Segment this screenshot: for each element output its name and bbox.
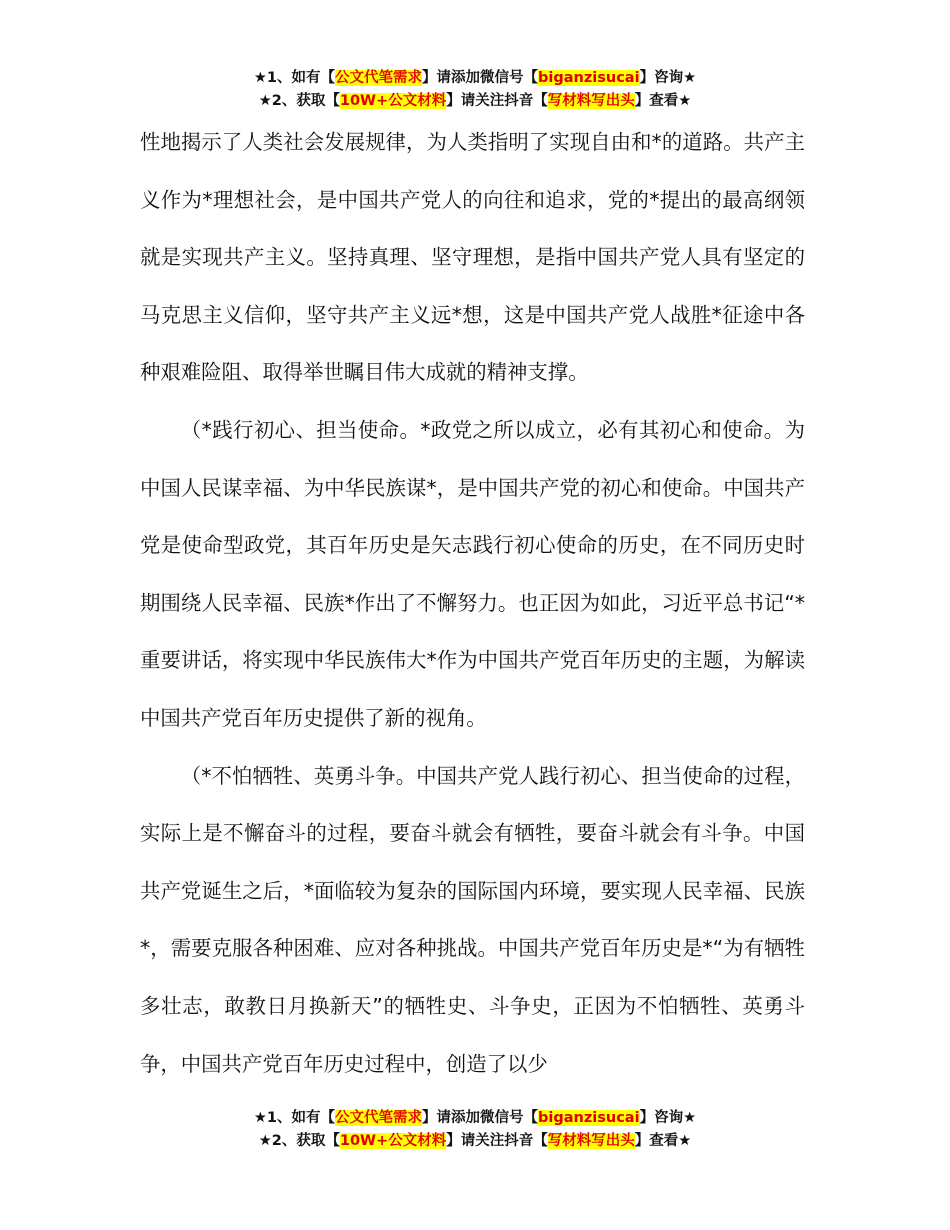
highlight-douyin-account: 写材料写出头 xyxy=(547,1133,635,1149)
banner-text: ★2、获取【 xyxy=(258,93,340,109)
banner-text: ★2、获取【 xyxy=(258,1133,340,1149)
banner-text: ★1、如有【 xyxy=(253,1110,336,1126)
footer-banner xyxy=(0,1107,950,1153)
banner-text: 微信号【 xyxy=(480,70,539,86)
banner-emphasis: 添加 xyxy=(451,70,481,86)
banner-text: 抖音【 xyxy=(504,1133,548,1149)
body-paragraph-1: 性地揭示了人类社会发展规律，为人类指明了实现自由和*的道路。共产主义作为*理想社会，是中国共产党人的向往和追求，党的*提出的最高纲领就是实现共产主义。坚持真理、坚守理想，是指中国共产党人具有坚定的马克思主义信仰，坚守共产主义远*想，这是中国共产党人战胜*征途中各种艰难险阻、取得举世瞩目伟大成就的精神支撑。 xyxy=(140,130,805,385)
banner-text: 】咨询★ xyxy=(639,70,697,86)
footer-banner-line-2 xyxy=(0,1130,950,1153)
document-body xyxy=(140,114,805,1093)
banner-text: 抖音【 xyxy=(504,93,548,109)
banner-text: 】请 xyxy=(422,70,452,86)
header-banner-line-1 xyxy=(0,67,950,90)
header-banner xyxy=(0,67,950,113)
banner-emphasis: 关注 xyxy=(475,93,505,109)
highlight-wechat-id: biganzisucai xyxy=(538,70,640,86)
highlight-materials: 10W+公文材料 xyxy=(339,1133,447,1149)
highlight-service: 公文代笔需求 xyxy=(335,70,423,86)
body-paragraph-3: （*不怕牺牲、英勇斗争。中国共产党人践行初心、担当使命的过程，实际上是不懈奋斗的过程，要奋斗就会有牺牲，要奋斗就会有斗争。中国共产党诞生之后，*面临较为复杂的国际国内环境，要实现人民幸福、民族*，需要克服各种困难、应对各种挑战。中国共产党百年历史是*“为有牺牲多壮志，敢教日月换新天”的牺牲史、斗争史，正因为不怕牺牲、英勇斗争，中国共产党百年历史过程中，创造了以少 xyxy=(140,763,805,1076)
banner-text: 】查看★ xyxy=(634,1133,692,1149)
highlight-service: 公文代笔需求 xyxy=(335,1110,423,1126)
body-paragraph-2: （*践行初心、担当使命。*政党之所以成立，必有其初心和使命。为中国人民谋幸福、为中华民族谋*，是中国共产党的初心和使命。中国共产党是使命型政党，其百年历史是矢志践行初心使命的历史，在不同历史时期围绕人民幸福、民族*作出了不懈努力。也正因为如此，习近平总书记“*重要讲话，将实现中华民族伟大*作为中国共产党百年历史的主题，为解读中国共产党百年历史提供了新的视角。 xyxy=(140,417,805,730)
banner-text: 】请 xyxy=(422,1110,452,1126)
footer-banner-line-1 xyxy=(0,1107,950,1130)
highlight-wechat-id: biganzisucai xyxy=(538,1110,640,1126)
banner-text: 】请 xyxy=(446,1133,476,1149)
banner-text: 】查看★ xyxy=(634,93,692,109)
highlight-douyin-account: 写材料写出头 xyxy=(547,93,635,109)
banner-text: 微信号【 xyxy=(480,1110,539,1126)
banner-emphasis: 关注 xyxy=(475,1133,505,1149)
banner-text: 】咨询★ xyxy=(639,1110,697,1126)
highlight-materials: 10W+公文材料 xyxy=(339,93,447,109)
banner-emphasis: 添加 xyxy=(451,1110,481,1126)
banner-text: 】请 xyxy=(446,93,476,109)
banner-text: ★1、如有【 xyxy=(253,70,336,86)
header-banner-line-2 xyxy=(0,90,950,113)
